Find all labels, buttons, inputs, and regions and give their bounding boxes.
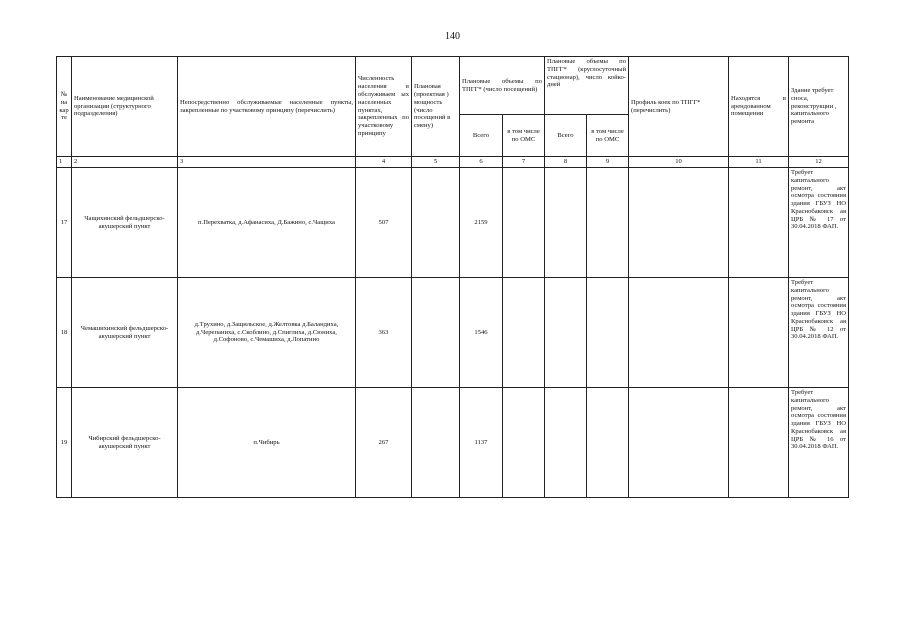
column-number: 4: [356, 157, 412, 168]
repair-note: Требует капитального ремонт, акт осмотра состояния здания ГБУЗ НО Краснобаковск ая ЦРБ № 12 от 30.04.2018 ФАП.: [789, 278, 849, 388]
bed-profile: [629, 388, 729, 498]
capacity-value: [412, 278, 460, 388]
column-number-row: [57, 157, 849, 168]
visits-oms: [503, 388, 545, 498]
column-number: 8: [545, 157, 587, 168]
beds-total: [545, 168, 587, 278]
rented-premises: [729, 168, 789, 278]
beds-total: [545, 278, 587, 388]
population-value: 507: [356, 168, 412, 278]
header-oms-beds: в том числе по ОМС: [587, 115, 629, 157]
table-row: [57, 388, 849, 498]
table-row: [57, 168, 849, 278]
table-row: [57, 278, 849, 388]
served-settlements: п.Чибирь: [178, 388, 356, 498]
page-number: 140: [445, 31, 460, 42]
visits-oms: [503, 278, 545, 388]
visits-total: 1546: [460, 278, 503, 388]
header-beds: Плановые объемы по ТПГГ* (круглосуточный стационар), число койко-дней: [545, 57, 629, 115]
rented-premises: [729, 278, 789, 388]
column-number: 12: [789, 157, 849, 168]
header-capacity: Плановая (проектная ) мощность (число посещений в смену): [412, 57, 460, 157]
facilities-table: [56, 56, 849, 498]
repair-note: Требует капитального ремонт, акт осмотра состояния здания ГБУЗ НО Краснобаковск ая ЦРБ № 16 от 30.04.2018 ФАП.: [789, 388, 849, 498]
header-total-beds: Всего: [545, 115, 587, 157]
header-num: № на кар те: [57, 57, 72, 157]
header-visits: Плановые объемы по ТПГГ* (число посещений): [460, 57, 545, 115]
row-num: 17: [57, 168, 72, 278]
header-total-visits: Всего: [460, 115, 503, 157]
column-number: 3: [178, 157, 356, 168]
column-number: 2: [72, 157, 178, 168]
rented-premises: [729, 388, 789, 498]
column-number: 10: [629, 157, 729, 168]
org-name: Чемашихинский фельдшерско-акушерский пункт: [72, 278, 178, 388]
column-number: 9: [587, 157, 629, 168]
row-num: 18: [57, 278, 72, 388]
column-number: 5: [412, 157, 460, 168]
header-repair: Здание требует сноса, реконструкции , капитального ремонта: [789, 57, 849, 157]
header-rented: Находятся в арендованном помещении: [729, 57, 789, 157]
column-number: 11: [729, 157, 789, 168]
header-oms-visits: в том числе по ОМС: [503, 115, 545, 157]
header-org: Наименование медицинской организации (структурного подразделения): [72, 57, 178, 157]
visits-oms: [503, 168, 545, 278]
beds-oms: [587, 168, 629, 278]
bed-profile: [629, 168, 729, 278]
beds-total: [545, 388, 587, 498]
column-number: 7: [503, 157, 545, 168]
capacity-value: [412, 388, 460, 498]
repair-note: Требует капитального ремонт, акт осмотра состояния здания ГБУЗ НО Краснобаковск ая ЦРБ № 17 от 30.04.2018 ФАП.: [789, 168, 849, 278]
header-population: Численность населения в обслуживаем ых населенных пунктах, закрепленных по участковому принципу: [356, 57, 412, 157]
org-name: Чащихинский фельдшерско-акушерский пункт: [72, 168, 178, 278]
header-served: Непосредственно обслуживаемые населенные пункты, закрепленные по участковому принципу (перечислить): [178, 57, 356, 157]
capacity-value: [412, 168, 460, 278]
row-num: 19: [57, 388, 72, 498]
visits-total: 2159: [460, 168, 503, 278]
column-number: 6: [460, 157, 503, 168]
org-name: Чибирский фельдшерско-акушерский пункт: [72, 388, 178, 498]
beds-oms: [587, 388, 629, 498]
population-value: 363: [356, 278, 412, 388]
served-settlements: п.Перехватка, д.Афанасиха, Д.Бажино, с.Чащиха: [178, 168, 356, 278]
bed-profile: [629, 278, 729, 388]
header-profile: Профиль коек по ТПГГ* (перечислить): [629, 57, 729, 157]
column-number: 1: [57, 157, 72, 168]
visits-total: 1137: [460, 388, 503, 498]
served-settlements: д.Трухино, д.Защильское, д.Желтовка д.Баландиха, д.Черепаниха, с.Скоблино, д.Спиглиха, д.Сюниха, д.Софоново, с.Чемашиха, д.Лопатино: [178, 278, 356, 388]
beds-oms: [587, 278, 629, 388]
population-value: 267: [356, 388, 412, 498]
